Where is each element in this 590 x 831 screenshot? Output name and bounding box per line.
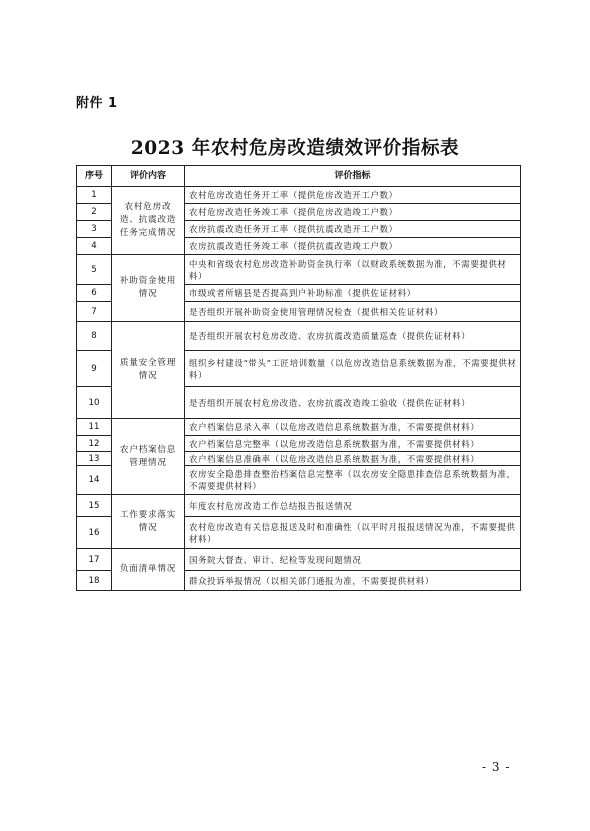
table-row bbox=[77, 549, 521, 571]
indicator-cell: 农房抗震改造任务竣工率（提供抗震改造竣工户数） bbox=[185, 238, 521, 255]
row-number: 1 bbox=[77, 187, 112, 204]
category-cell: 农户档案信息管理情况 bbox=[112, 419, 185, 495]
column-header-indicator: 评价指标 bbox=[185, 166, 521, 187]
row-number: 6 bbox=[77, 285, 112, 302]
row-number: 16 bbox=[77, 517, 112, 549]
row-number: 9 bbox=[77, 351, 112, 387]
attachment-label: 附件 1 bbox=[76, 96, 118, 111]
column-header-content: 评价内容 bbox=[112, 166, 185, 187]
indicator-cell: 市级或者所辖县是否提高到户补助标准（提供佐证材料） bbox=[185, 285, 521, 302]
indicator-cell: 群众投诉举报情况（以相关部门通报为准，不需要提供材料） bbox=[185, 571, 521, 591]
row-number: 7 bbox=[77, 302, 112, 322]
indicator-cell: 是否组织开展补助资金使用管理情况检查（提供相关佐证材料） bbox=[185, 302, 521, 322]
indicator-cell: 农户档案信息准确率（以危房改造信息系统数据为准，不需要提供材料） bbox=[185, 452, 521, 466]
indicator-cell: 农户档案信息完整率（以危房改造信息系统数据为准，不需要提供材料） bbox=[185, 436, 521, 452]
page-number: - 3 - bbox=[482, 760, 511, 774]
indicator-cell: 农户档案信息录入率（以危房改造信息系统数据为准，不需要提供材料） bbox=[185, 419, 521, 436]
category-cell: 补助资金使用情况 bbox=[112, 255, 185, 322]
row-number: 5 bbox=[77, 255, 112, 285]
table-row bbox=[77, 322, 521, 351]
category-cell: 工作要求落实情况 bbox=[112, 495, 185, 549]
indicator-cell: 农村危房改造任务竣工率（提供危房改造竣工户数） bbox=[185, 204, 521, 221]
indicator-cell: 农房安全隐患排查整治档案信息完整率（以农房安全隐患排查信息系统数据为准，不需要提供材料） bbox=[185, 466, 521, 495]
row-number: 11 bbox=[77, 419, 112, 436]
indicator-cell: 中央和省级农村危房改造补助资金执行率（以财政系统数据为准，不需要提供材料） bbox=[185, 255, 521, 285]
category-cell: 农村危房改造、抗震改造任务完成情况 bbox=[112, 187, 185, 255]
category-cell: 质量安全管理情况 bbox=[112, 322, 185, 419]
row-number: 2 bbox=[77, 204, 112, 221]
page-title: 2023 年农村危房改造绩效评价指标表 bbox=[130, 138, 460, 159]
indicator-cell: 组织乡村建设“带头”工匠培训数量（以危房改造信息系统数据为准，不需要提供材料） bbox=[185, 351, 521, 387]
table-row bbox=[77, 495, 521, 517]
category-cell: 负面清单情况 bbox=[112, 549, 185, 591]
indicator-cell: 农村危房改造有关信息报送及时和准确性（以平时月报报送情况为准，不需要提供材料） bbox=[185, 517, 521, 549]
row-number: 8 bbox=[77, 322, 112, 351]
table-header-row bbox=[77, 166, 521, 187]
evaluation-indicator-table bbox=[76, 165, 521, 591]
column-header-number: 序号 bbox=[77, 166, 112, 187]
indicator-cell: 是否组织开展农村危房改造、农房抗震改造竣工验收（提供佐证材料） bbox=[185, 387, 521, 419]
indicator-cell: 国务院大督查、审计、纪检等发现问题情况 bbox=[185, 549, 521, 571]
row-number: 14 bbox=[77, 466, 112, 495]
row-number: 18 bbox=[77, 571, 112, 591]
row-number: 10 bbox=[77, 387, 112, 419]
indicator-cell: 农房抗震改造任务开工率（提供抗震改造开工户数） bbox=[185, 221, 521, 238]
row-number: 13 bbox=[77, 452, 112, 466]
row-number: 4 bbox=[77, 238, 112, 255]
row-number: 3 bbox=[77, 221, 112, 238]
row-number: 17 bbox=[77, 549, 112, 571]
table-row bbox=[77, 187, 521, 204]
indicator-cell: 农村危房改造任务开工率（提供危房改造开工户数） bbox=[185, 187, 521, 204]
indicator-cell: 是否组织开展农村危房改造、农房抗震改造质量巡查（提供佐证材料） bbox=[185, 322, 521, 351]
table-row bbox=[77, 419, 521, 436]
row-number: 12 bbox=[77, 436, 112, 452]
row-number: 15 bbox=[77, 495, 112, 517]
indicator-cell: 年度农村危房改造工作总结报告报送情况 bbox=[185, 495, 521, 517]
table-row bbox=[77, 255, 521, 285]
